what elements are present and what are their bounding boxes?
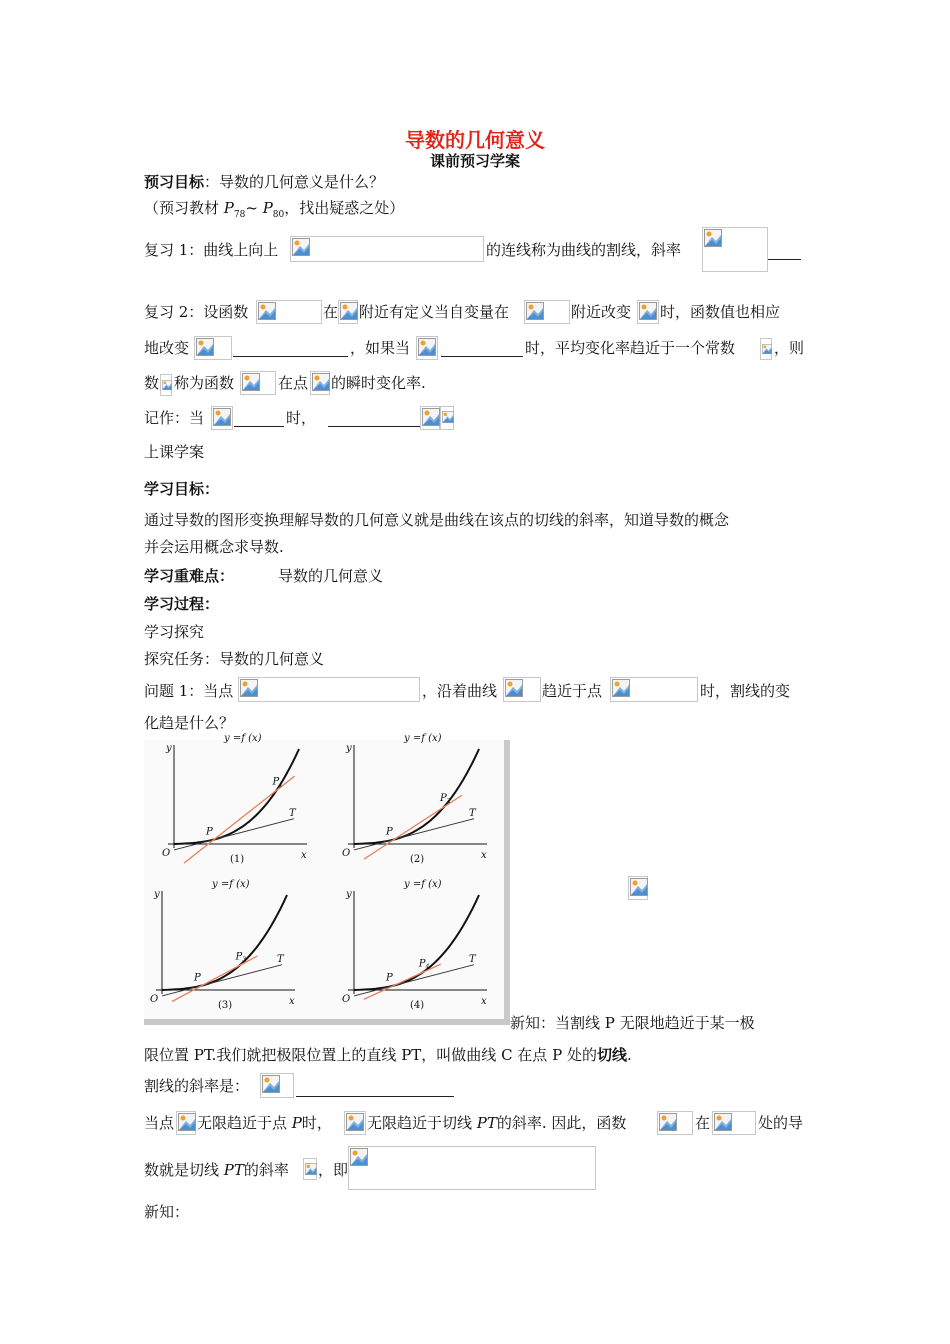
broken-image-icon [305, 1160, 317, 1178]
formula-image-placeholder [260, 1073, 294, 1098]
review2-text: ，则 [774, 339, 805, 357]
task-heading: 探究任务：导数的几何意义 [144, 650, 325, 668]
review2-text: ，如果当 [350, 339, 411, 357]
question1-prefix: 问题 1：当点 [144, 682, 234, 700]
axis-label-x: x [481, 850, 487, 861]
broken-image-icon [612, 679, 630, 697]
function-label: y =f (x) [404, 733, 442, 744]
review1-prefix: 复习 1：曲线上向上 [144, 241, 279, 259]
broken-image-icon [262, 1075, 280, 1093]
new-knowledge-text: 新知：当割线 P 无限地趋近于某一极 [510, 1014, 755, 1032]
point-p-label: P [386, 826, 393, 838]
origin-label: O [162, 848, 171, 859]
preview-goal [144, 172, 384, 192]
review1-text: 的连线称为曲线的割线，斜率 [486, 241, 682, 259]
when-text: 处的导 [758, 1114, 804, 1132]
derivative-text: ，即 [318, 1161, 349, 1179]
broken-image-icon [442, 408, 454, 426]
axis-label-y: y [346, 889, 352, 900]
answer-blank [234, 426, 284, 427]
review2-text: 时，函数值也相应 [660, 303, 781, 321]
class-plan-heading: 上课学案 [144, 443, 205, 461]
moving-point-label: $P_3$ [235, 951, 247, 964]
tangent-figure [144, 733, 510, 1025]
page-ref-end: P [262, 199, 273, 217]
tangent-term: 切线 [596, 1046, 627, 1064]
broken-image-icon [526, 302, 544, 320]
moving-point-label: $P_2$ [440, 792, 451, 805]
formula-image-placeholder [416, 336, 438, 360]
preview-book [144, 198, 404, 225]
formula-image-placeholder [503, 677, 541, 702]
broken-image-icon [213, 408, 231, 426]
broken-image-icon [292, 238, 310, 256]
panel-caption: (4) [410, 1000, 425, 1011]
review2-text: 时，平均变化率趋近于一个常数 [525, 339, 736, 357]
broken-image-icon [630, 878, 648, 896]
axis-label-y: y [154, 889, 160, 900]
broken-image-icon [312, 373, 330, 391]
axis-label-x: x [301, 850, 307, 861]
question1-text: 化趋是什么？ [144, 714, 235, 732]
broken-image-icon [704, 229, 722, 247]
broken-image-icon [242, 373, 260, 391]
record-prefix: 记作：当 [144, 409, 205, 427]
process-label: 学习过程： [144, 595, 220, 613]
when-text: 的斜率. 因此，函数 [496, 1114, 627, 1132]
broken-image-icon [340, 302, 358, 320]
formula-image-placeholder [303, 1158, 317, 1180]
origin-label: O [342, 994, 351, 1005]
formula-image-placeholder [524, 300, 570, 324]
derivative-text: 的斜率 [243, 1161, 289, 1179]
key-points [144, 566, 383, 586]
when-text: 无限趋近于切线 [367, 1114, 477, 1132]
moving-point-subscript: 3 [242, 956, 247, 964]
preview-book-suffix: ，找出疑惑之处） [284, 199, 405, 217]
review2-text: 数 [144, 374, 160, 392]
point-p-label: P [206, 826, 213, 838]
moving-point-subscript: 1 [279, 781, 284, 789]
axis-label-x: x [289, 996, 295, 1007]
broken-image-icon [422, 408, 440, 426]
answer-blank [768, 259, 801, 260]
formula-image-placeholder [637, 300, 659, 324]
broken-image-icon [714, 1113, 732, 1131]
moving-point-label: $P_4$ [418, 958, 430, 971]
panel-caption: (2) [410, 854, 425, 865]
broken-image-icon [639, 302, 657, 320]
moving-point-label: $P_1$ [272, 776, 284, 789]
function-label: y =f (x) [404, 879, 442, 890]
formula-image-placeholder [290, 236, 484, 262]
preview-book-prefix: （预习教材 [144, 199, 224, 217]
review2-text: 在 [323, 303, 339, 321]
formula-image-placeholder [256, 300, 322, 324]
review2-text: 在点 [278, 374, 309, 392]
secant-slope-label: 割线的斜率是： [144, 1077, 250, 1095]
formula-image-placeholder [310, 371, 330, 395]
formula-image-placeholder [712, 1111, 756, 1135]
key-points-text: 导数的几何意义 [278, 567, 384, 585]
page-ref-start-num: 78 [233, 210, 246, 220]
origin-label: O [342, 848, 351, 859]
formula-image-placeholder [194, 336, 232, 360]
review2-text: 的瞬时变化率. [331, 374, 426, 392]
formula-image-placeholder [211, 406, 233, 430]
page-ref-start: P [223, 199, 234, 217]
broken-image-icon [505, 679, 523, 697]
function-label: y =f (x) [224, 733, 262, 744]
formula-image-placeholder [628, 876, 648, 900]
when-text: 无限趋近于点 [197, 1114, 292, 1132]
broken-image-icon [350, 1148, 368, 1166]
page-ref-tilde: ~ [245, 199, 258, 217]
moving-point-subscript: 4 [425, 963, 430, 971]
formula-image-placeholder [238, 677, 420, 702]
point-p: P [291, 1114, 302, 1132]
moving-point-subscript: 2 [446, 797, 451, 805]
when-text: 当点 [144, 1114, 175, 1132]
panel-caption: (3) [218, 1000, 233, 1011]
preview-goal-label: 预习目标 [144, 173, 205, 191]
formula-image-placeholder [344, 1111, 366, 1135]
when-text: 时， [301, 1114, 332, 1132]
review2-text: 附近有定义当自变量在 [359, 303, 510, 321]
broken-image-icon [240, 679, 258, 697]
answer-blank [296, 1096, 454, 1097]
question1-text: 时，割线的变 [700, 682, 791, 700]
broken-image-icon [196, 338, 214, 356]
page-title: 导数的几何意义 [405, 128, 545, 152]
formula-image-placeholder [610, 677, 698, 702]
broken-image-icon [178, 1113, 196, 1131]
tangent-label-t: T [469, 807, 476, 819]
answer-blank [328, 426, 420, 427]
when-text: 在 [695, 1114, 711, 1132]
preview-goal-text: ：导数的几何意义是什么？ [204, 173, 385, 191]
study-goal-text: 并会运用概念求导数. [144, 538, 284, 556]
review2-text: 地改变 [144, 339, 190, 357]
line-pt: PT [476, 1114, 497, 1132]
answer-blank [441, 356, 523, 357]
review2-prefix: 复习 2：设函数 [144, 303, 249, 321]
when-line-2 [367, 1113, 626, 1133]
function-label: y =f (x) [212, 879, 250, 890]
broken-image-icon [762, 340, 772, 358]
formula-image-placeholder [160, 374, 172, 396]
when-line [197, 1113, 332, 1133]
axis-label-x: x [481, 996, 487, 1007]
tangent-label-t: T [469, 953, 476, 965]
study-goal-label: 学习目标： [144, 480, 220, 498]
broken-image-icon [418, 338, 436, 356]
formula-image-placeholder [420, 406, 440, 430]
answer-blank [233, 356, 348, 357]
question1-text: 趋近于点 [542, 682, 603, 700]
formula-image-placeholder [338, 300, 358, 324]
study-goal-text: 通过导数的图形变换理解导数的几何意义就是曲线在该点的切线的斜率，知道导数的概念 [144, 511, 730, 529]
point-p-label: P [386, 972, 393, 984]
page-ref-end-num: 80 [272, 210, 285, 220]
formula-image-placeholder [702, 227, 768, 272]
page-subtitle: 课前预习学案 [429, 152, 520, 170]
record-text: 时， [286, 409, 317, 427]
formula-image-placeholder [760, 338, 772, 360]
new-knowledge-text-2 [144, 1045, 632, 1065]
line-pt: PT [223, 1161, 244, 1179]
formula-image-placeholder [657, 1111, 693, 1135]
axis-label-y: y [346, 743, 352, 754]
derivative-text: 数就是切线 [144, 1161, 224, 1179]
question1-text: ，沿着曲线 [422, 682, 498, 700]
panel-caption: (1) [230, 854, 245, 865]
new-knowledge-line: 限位置 PT.我们就把极限位置上的直线 PT，叫做曲线 C 在点 P 处的 [144, 1046, 597, 1064]
broken-image-icon [258, 302, 276, 320]
point-p-label: P [194, 972, 201, 984]
formula-image-placeholder [348, 1146, 596, 1190]
formula-image-placeholder [440, 406, 454, 430]
tangent-label-t: T [289, 807, 296, 819]
broken-image-icon [659, 1113, 677, 1131]
explore-heading: 学习探究 [144, 623, 205, 641]
review2-text: 称为函数 [174, 374, 235, 392]
key-points-label: 学习重难点： [144, 567, 235, 585]
origin-label: O [150, 994, 159, 1005]
new-knowledge-period: . [626, 1046, 632, 1064]
tangent-label-t: T [277, 953, 284, 965]
broken-image-icon [346, 1113, 364, 1131]
derivative-line [144, 1160, 289, 1180]
review2-text: 附近改变 [571, 303, 632, 321]
axis-label-y: y [166, 743, 172, 754]
new-knowledge-2-label: 新知： [144, 1203, 190, 1221]
formula-image-placeholder [176, 1111, 196, 1135]
broken-image-icon [162, 376, 172, 394]
formula-image-placeholder [240, 371, 276, 395]
